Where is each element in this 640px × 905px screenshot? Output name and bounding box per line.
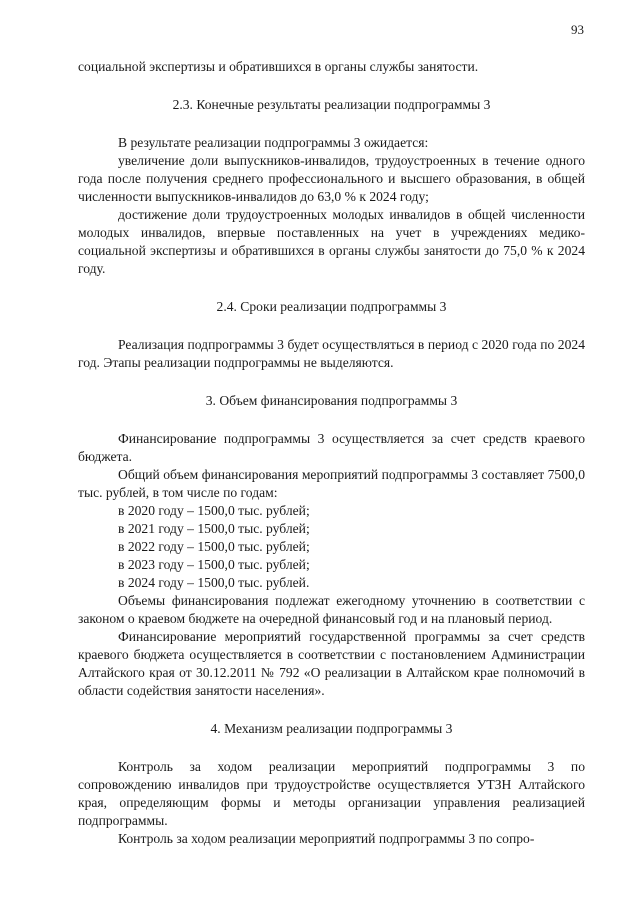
paragraph: Контроль за ходом реализации мероприятий подпрограммы 3 по сопро- [118,831,535,846]
paragraph: Контроль за ходом реализации мероприятий подпрограммы 3 по сопровождению инвалидов при трудоустройстве осуществляется УТЗН Алтайского края, определяющим формы и методы организации управления реализацией подпрограммы. [78,759,585,828]
section-heading: 4. Механизм реализации подпрограммы 3 [210,721,453,736]
paragraph: Объемы финансирования подлежат ежегодному уточнению в соответствии с законом о краевом бюджете на очередной финансовый год и на плановый период. [78,593,585,626]
paragraph: достижение доли трудоустроенных молодых инвалидов в общей численности молодых инвалидов, впервые поставленных на учет в учреждениях медико-социальной экспертизы и обратившихся в органы службы занятости до 75,0 % к 2024 году. [78,207,585,276]
page-number: 93 [571,22,584,37]
list-item: в 2024 году – 1500,0 тыс. рублей. [118,575,310,590]
list-item: в 2020 году – 1500,0 тыс. рублей; [118,503,310,518]
list-item: в 2021 году – 1500,0 тыс. рублей; [118,521,310,536]
section-heading: 3. Объем финансирования подпрограммы 3 [205,393,458,408]
document-body [78,58,585,848]
paragraph: Реализация подпрограммы 3 будет осуществляться в период с 2020 года по 2024 год. Этапы реализации подпрограммы не выделяются. [78,337,585,370]
paragraph: В результате реализации подпрограммы 3 ожидается: [118,135,429,150]
paragraph: увеличение доли выпускников-инвалидов, трудоустроенных в течение одного года после получения среднего профессионального и высшего образования, в общей численности выпускников-инвалидов до 63,0 % к 2024 году; [78,153,585,204]
list-item: в 2023 году – 1500,0 тыс. рублей; [118,557,310,572]
section-heading: 2.4. Сроки реализации подпрограммы 3 [216,299,447,314]
paragraph: социальной экспертизы и обратившихся в органы службы занятости. [78,59,479,74]
list-item: в 2022 году – 1500,0 тыс. рублей; [118,539,310,554]
paragraph: Финансирование мероприятий государственной программы за счет средств краевого бюджета осуществляется в соответствии с постановлением Администрации Алтайского края от 30.12.2011 № 792 «О реализации в Алтайском крае полномочий в области содействия занятости населения». [78,629,585,698]
paragraph: Финансирование подпрограммы 3 осуществляется за счет средств краевого бюджета. [78,431,585,464]
section-heading: 2.3. Конечные результаты реализации подпрограммы 3 [172,97,491,112]
paragraph: Общий объем финансирования мероприятий подпрограммы 3 составляет 7500,0 тыс. рублей, в том числе по годам: [78,467,585,500]
